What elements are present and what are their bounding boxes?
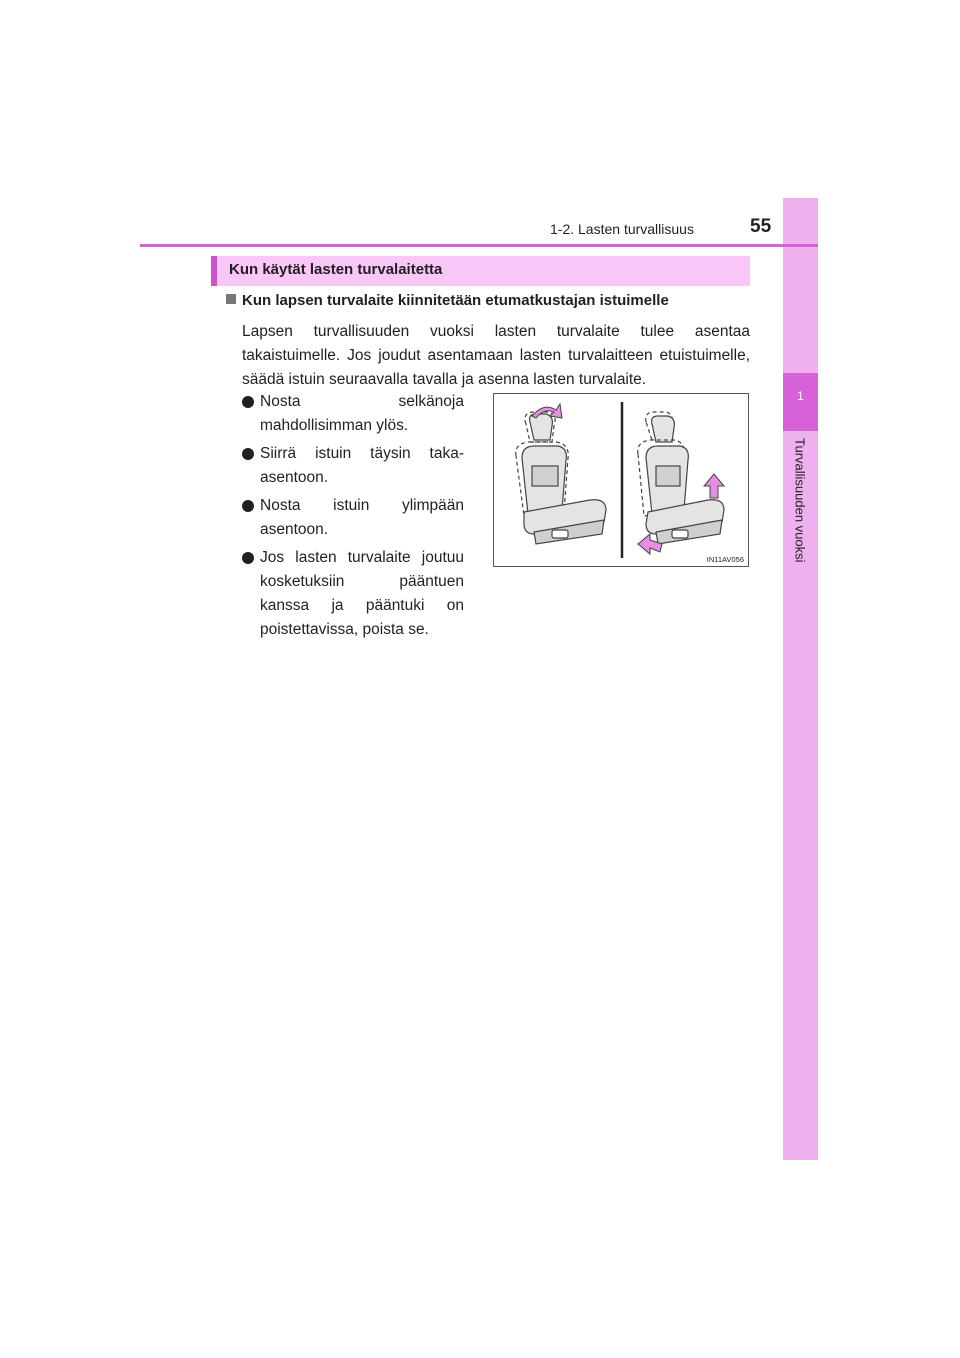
- list-item-text: Siirrä istuin täysin taka-asentoon.: [260, 445, 464, 486]
- list-item: [242, 390, 464, 438]
- list-item-text: Nosta selkänoja mahdollisimman ylös.: [260, 393, 464, 434]
- bullet-icon: [242, 448, 254, 460]
- list-item-text: Nosta istuin ylimpään asentoon.: [260, 497, 464, 538]
- instruction-list: [242, 390, 464, 646]
- bullet-icon: [242, 396, 254, 408]
- seat-left-icon: [516, 412, 606, 544]
- subheading: [226, 292, 669, 309]
- lift-up-arrow-icon: [704, 474, 724, 498]
- list-item: [242, 494, 464, 542]
- list-item: [242, 442, 464, 490]
- header-rule: [140, 244, 818, 247]
- bullet-icon: [242, 552, 254, 564]
- list-item-text: Jos lasten turvalaite joutuu kosketuksiin pääntuen kanssa ja pääntuki on poistettavissa, poista se.: [260, 549, 464, 638]
- section-title: Kun käytät lasten turvalaitetta: [229, 261, 443, 278]
- seat-illustration-svg: [494, 394, 750, 568]
- seat-adjustment-illustration: [493, 393, 749, 567]
- square-bullet-icon: [226, 294, 236, 304]
- chapter-title: Turvallisuuden vuoksi: [792, 438, 808, 563]
- intro-paragraph: Lapsen turvallisuuden vuoksi lasten turvalaite tulee asentaa takaistuimelle. Jos joudut asentamaan lasten turvalaitteen etuistuimelle, säädä istuin seuraavalla tavalla ja asenna lasten turvalaite.: [242, 323, 750, 388]
- section-title-box: [211, 256, 750, 286]
- subheading-text: Kun lapsen turvalaite kiinnitetään etumatkustajan istuimelle: [242, 292, 669, 309]
- list-item: [242, 546, 464, 642]
- section-reference: 1-2. Lasten turvallisuus: [550, 221, 694, 237]
- bullet-icon: [242, 500, 254, 512]
- chapter-side-tab: [783, 198, 818, 1160]
- chapter-number: 1: [797, 389, 804, 403]
- figure-code: IN11AV056: [706, 555, 744, 564]
- page-number: 55: [750, 216, 772, 237]
